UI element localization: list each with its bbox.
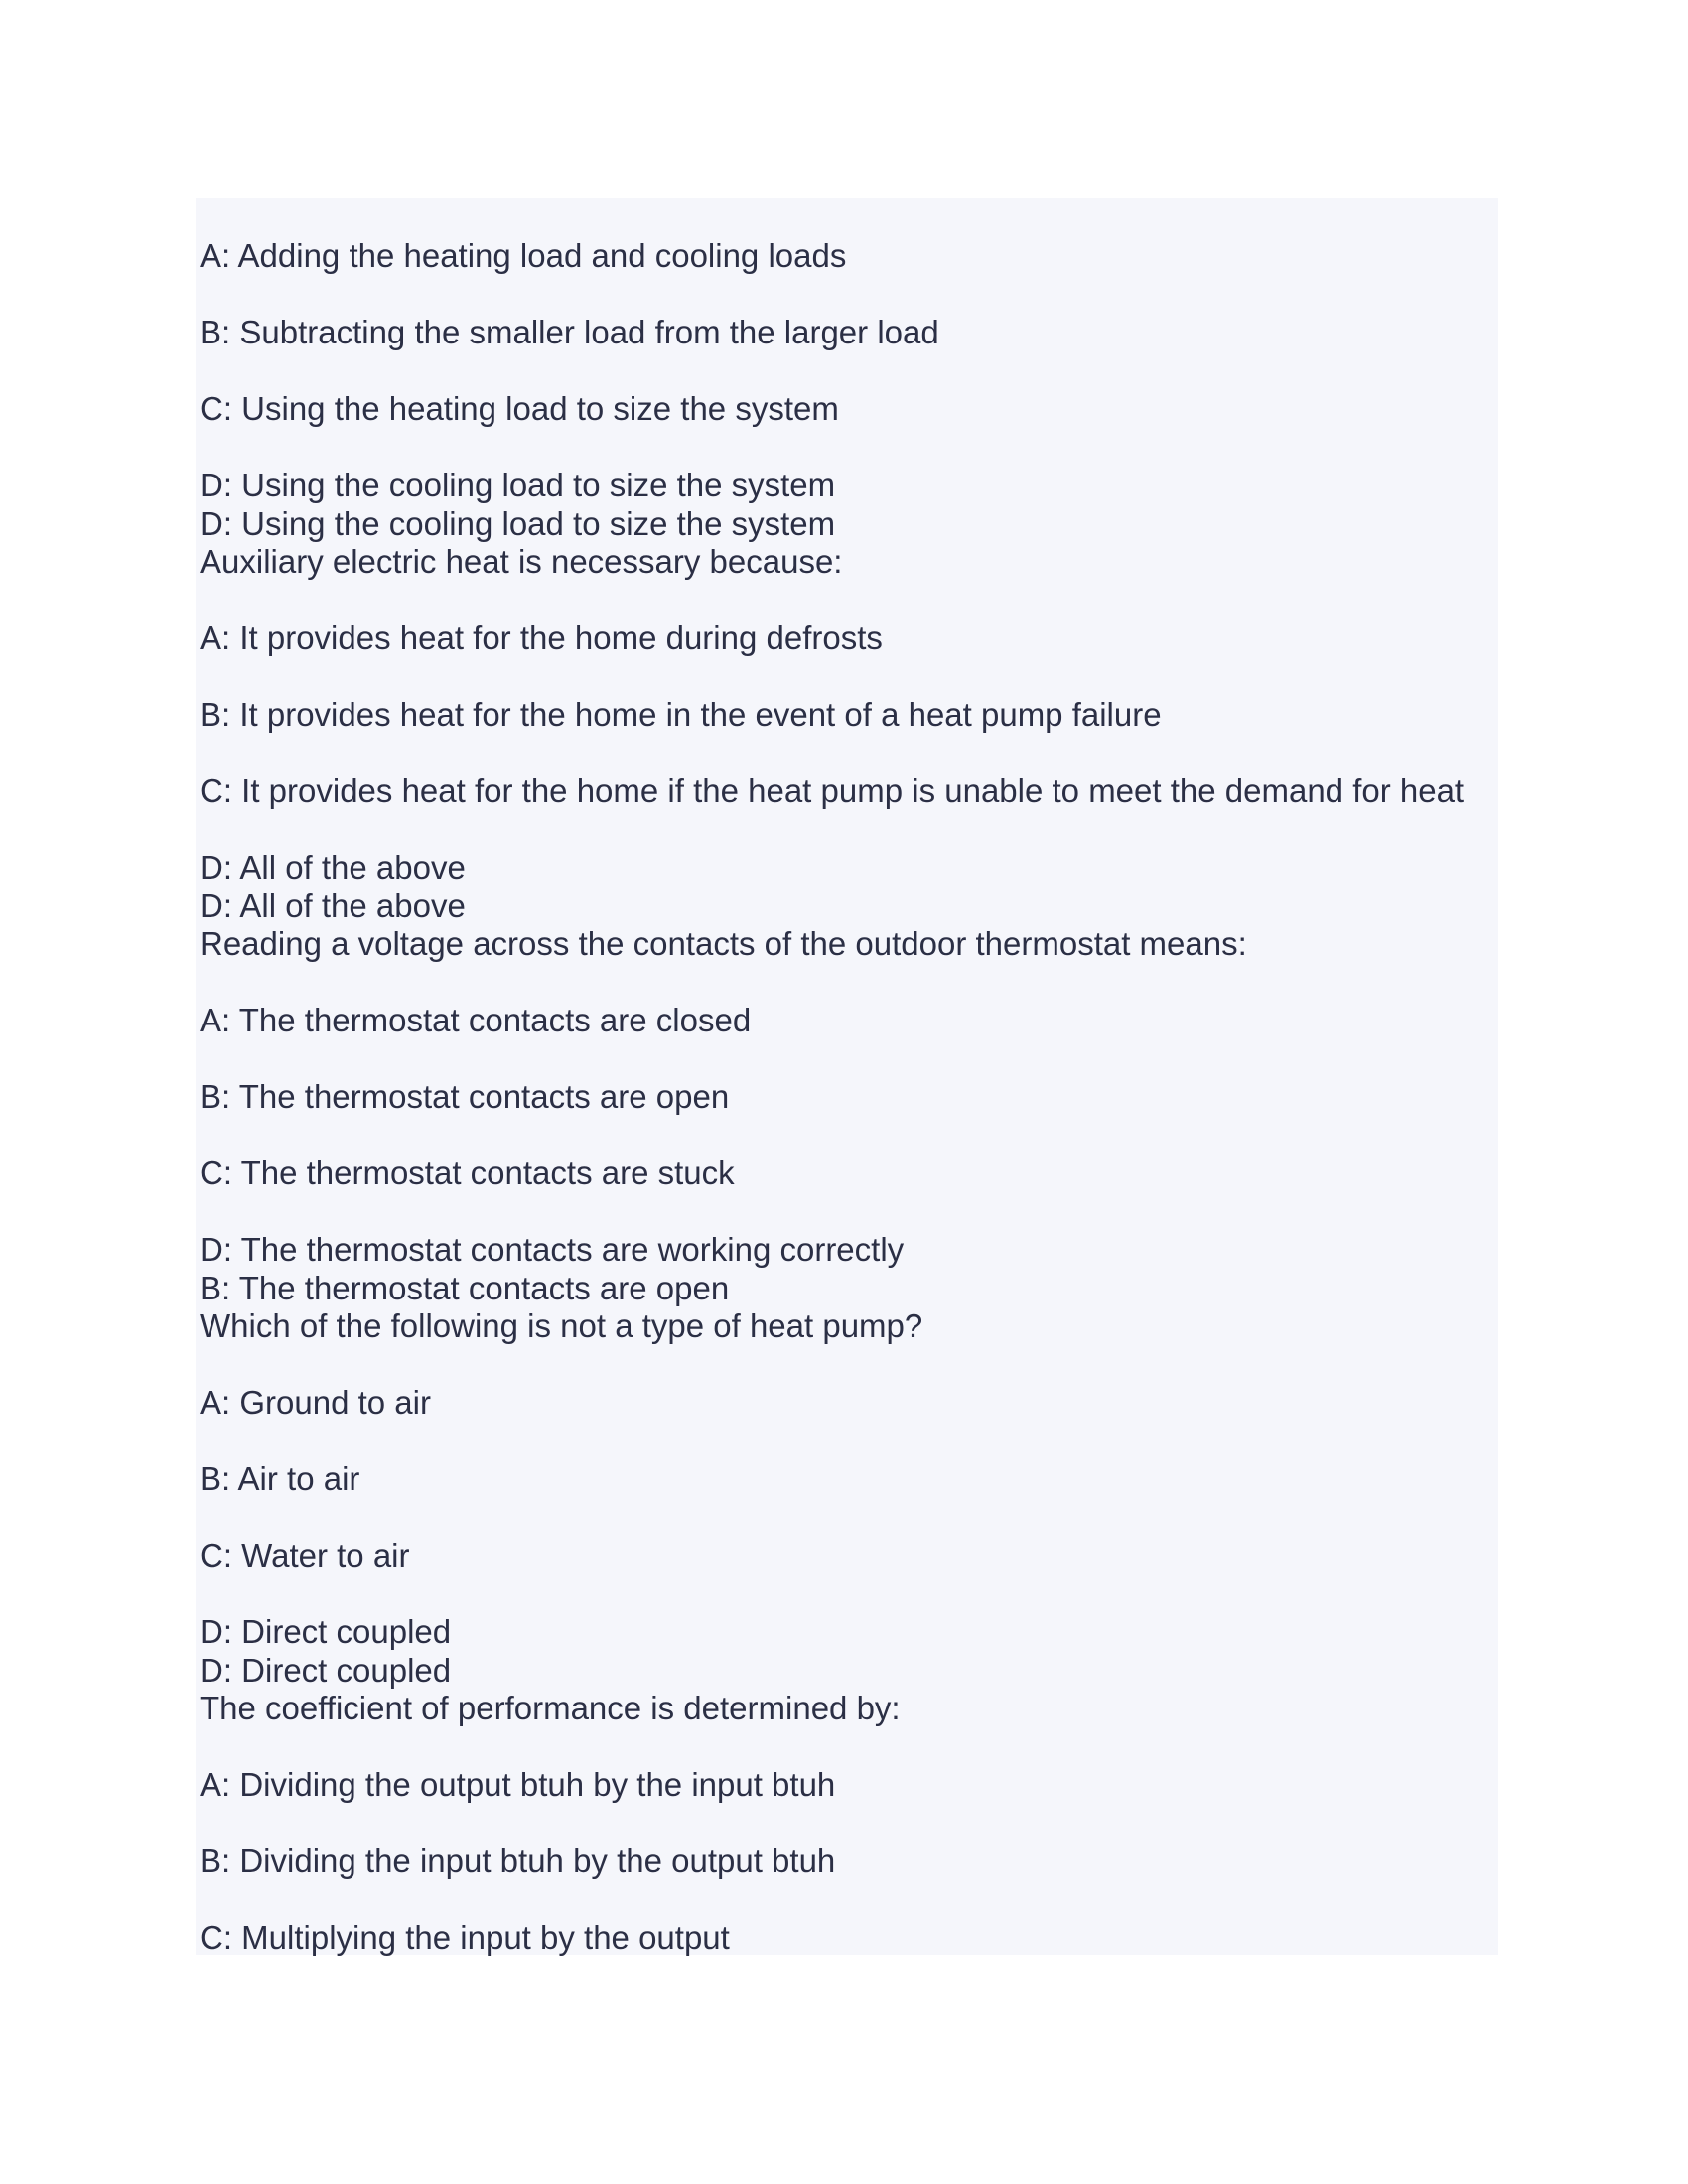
option-d: D: All of the above — [200, 849, 466, 886]
option-a: A: Ground to air — [200, 1384, 431, 1421]
option-a: A: Adding the heating load and cooling loads — [200, 237, 847, 274]
question: Auxiliary electric heat is necessary because: — [200, 543, 843, 580]
option-c: C: The thermostat contacts are stuck — [200, 1155, 735, 1191]
question: Reading a voltage across the contacts of the outdoor thermostat means: — [200, 925, 1247, 962]
option-b: B: Subtracting the smaller load from the larger load — [200, 314, 939, 350]
option-a: A: It provides heat for the home during defrosts — [200, 619, 883, 656]
option-a: A: The thermostat contacts are closed — [200, 1002, 752, 1038]
option-b: B: The thermostat contacts are open — [200, 1078, 730, 1115]
option-d: D: Direct coupled — [200, 1613, 452, 1650]
document-panel — [196, 198, 1498, 1955]
option-c: C: Multiplying the input by the output — [200, 1919, 730, 1956]
option-a: A: Dividing the output btuh by the input btuh — [200, 1766, 836, 1803]
answer: D: All of the above — [200, 887, 466, 924]
option-d: D: Using the cooling load to size the system — [200, 467, 836, 503]
option-c: C: It provides heat for the home if the heat pump is unable to meet the demand for heat — [200, 772, 1465, 809]
answer: D: Direct coupled — [200, 1651, 452, 1689]
question: The coefficient of performance is determined by: — [200, 1690, 901, 1726]
question: Which of the following is not a type of heat pump? — [200, 1307, 923, 1344]
answer: B: The thermostat contacts are open — [200, 1269, 730, 1306]
option-b: B: Air to air — [200, 1460, 360, 1497]
option-c: C: Water to air — [200, 1537, 410, 1573]
answer: D: Using the cooling load to size the system — [200, 504, 836, 542]
option-b: B: Dividing the input btuh by the output btuh — [200, 1843, 836, 1879]
option-c: C: Using the heating load to size the system — [200, 390, 839, 427]
text-flow — [200, 237, 1490, 1958]
option-b: B: It provides heat for the home in the event of a heat pump failure — [200, 696, 1162, 733]
option-d: D: The thermostat contacts are working correctly — [200, 1231, 905, 1268]
